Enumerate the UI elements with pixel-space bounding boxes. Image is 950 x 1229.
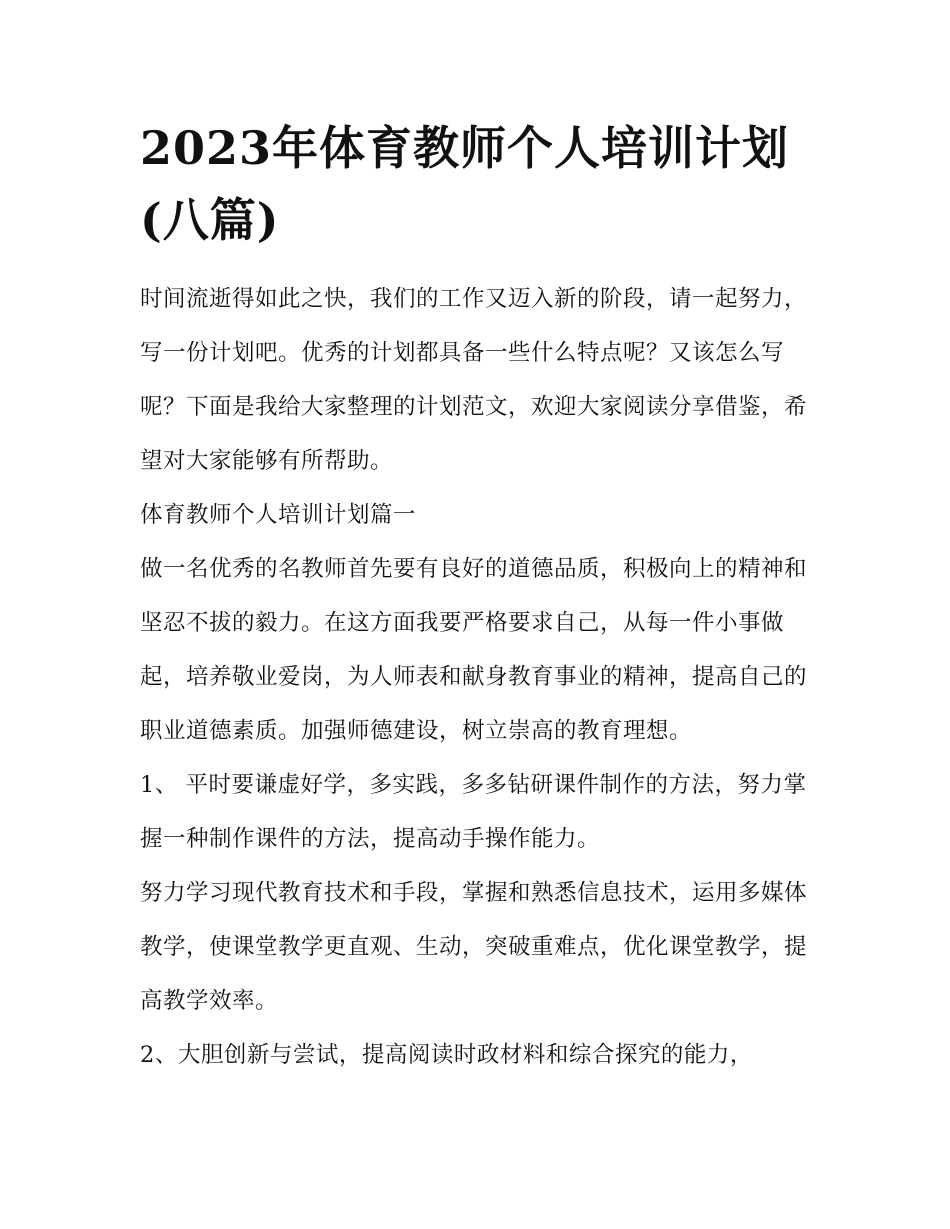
document-page (140, 112, 812, 1082)
body-paragraph: 努力学习现代教育技术和手段，掌握和熟悉信息技术，运用多媒体教学，使课堂教学更直观、生动，突破重难点，优化课堂教学，提高教学效率。 (140, 880, 808, 1014)
intro-paragraph: 时间流逝得如此之快，我们的工作又迈入新的阶段，请一起努力，写一份计划吧。优秀的计划都具备一些什么特点呢？又该怎么写呢？下面是我给大家整理的计划范文，欢迎大家阅读分享借鉴，希望对大家能够有所帮助。 (140, 286, 808, 474)
section-heading: 体育教师个人培训计划篇一 (140, 502, 417, 528)
list-item: 1、 平时要谦虚好学，多实践，多多钻研课件制作的方法，努力掌握一种制作课件的方法，提高动手操作能力。 (140, 772, 807, 852)
list-item: 2、大胆创新与尝试，提高阅读时政材料和综合探究的能力， (140, 1042, 753, 1068)
body-paragraph: 做一名优秀的名教师首先要有良好的道德品质，积极向上的精神和坚忍不拔的毅力。在这方面我要严格要求自己，从每一件小事做起，培养敬业爱岗，为人师表和献身教育事业的精神，提高自己的职业道德素质。加强师德建设，树立崇高的教育理想。 (140, 556, 808, 744)
document-title: 2023年体育教师个人培训计划(八篇) (140, 121, 790, 247)
